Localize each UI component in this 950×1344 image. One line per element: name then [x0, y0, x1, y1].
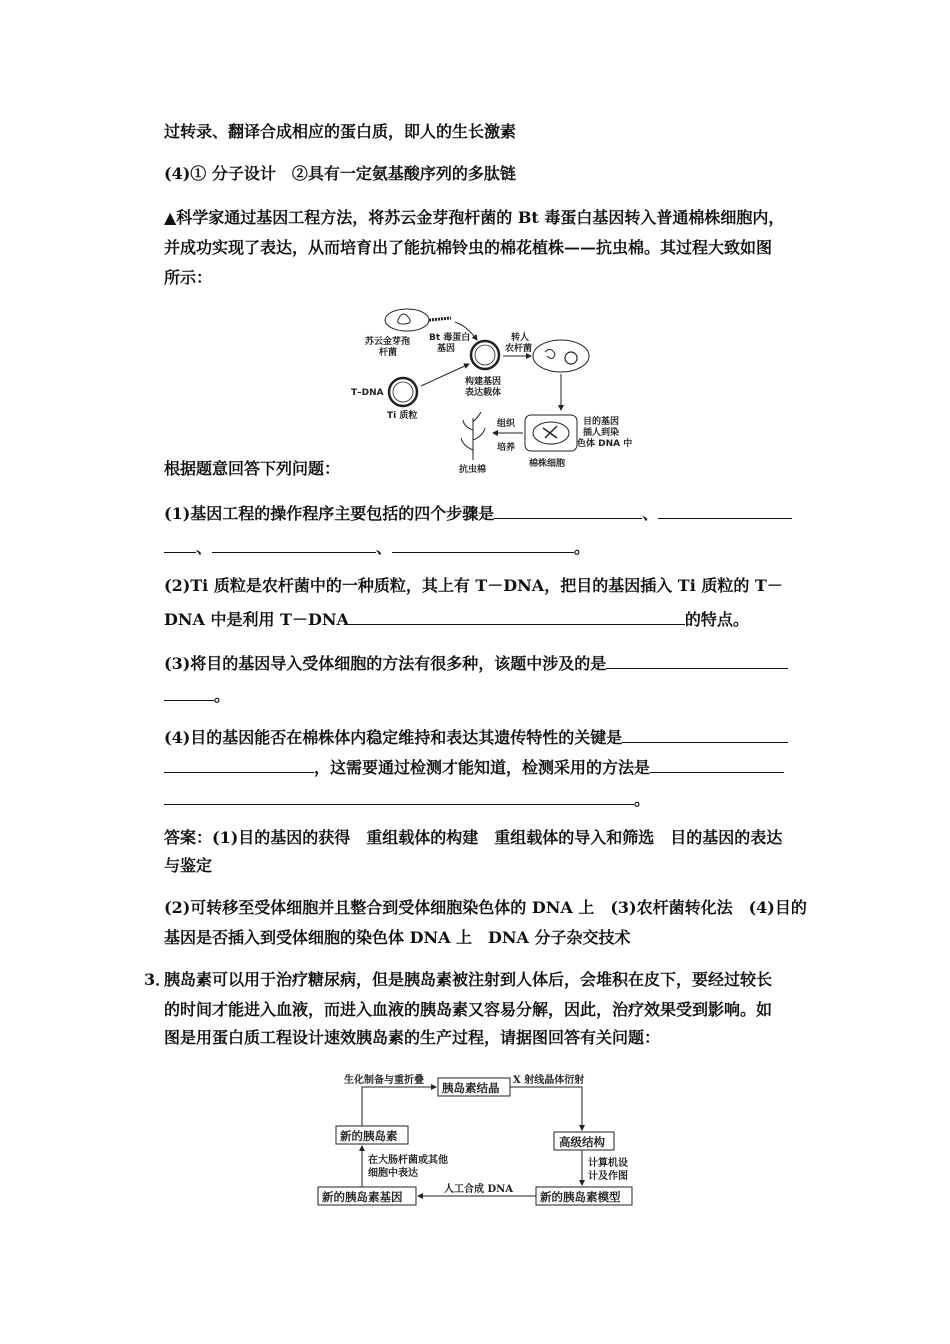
question-4-line-1 — [164, 724, 788, 748]
label-plant: 抗虫棉 — [459, 465, 487, 475]
label-culture: 组织 — [497, 419, 516, 429]
label-insert-2: 插人到染 — [583, 428, 620, 438]
question-2-line-2 — [164, 606, 749, 630]
question-3-intro: 的时间才能进入血液，而进入血液的胰岛素又容易分解，因此，治疗效果受到影响。如 — [164, 1000, 773, 1019]
label-tdna: T–DNA — [351, 388, 384, 398]
gene-fragment-icon — [429, 318, 451, 320]
question-prompt: 根据题意回答下列问题： — [164, 459, 341, 478]
label-cell: 棉株细胞 — [529, 459, 566, 469]
answer-blank[interactable] — [392, 534, 574, 553]
answer-blank[interactable] — [622, 724, 788, 743]
question-intro-line: 所示： — [164, 268, 213, 287]
transgenic-cotton-diagram — [345, 300, 645, 475]
label-bacterium-2: 杆菌 — [379, 348, 398, 358]
question-intro-line: 并成功实现了表达，从而培育出了能抗棉铃虫的棉花植株——抗虫棉。其过程大致如图 — [164, 238, 773, 257]
answer-line-3: (2)可转移至受体细胞并且整合到受体细胞染色体的 DNA 上 (3)农杆菌转化法 (4)目的 — [164, 898, 807, 917]
question-3-intro: 胰岛素可以用于治疗糖尿病，但是胰岛素被注射到人体后，会堆积在皮下，要经过较长 — [164, 970, 773, 989]
blank-separator: 、 — [642, 504, 659, 523]
label-gene-2: 基因 — [437, 344, 456, 354]
question-3-line-1 — [164, 650, 788, 674]
label-structure: 高级结构 — [559, 1135, 605, 1149]
label-model: 新的胰岛素模型 — [540, 1190, 621, 1204]
question-2-text: DNA 中是利用 T－DNA — [164, 610, 349, 629]
label-gene: 新的胰岛素基因 — [322, 1190, 403, 1204]
label-insert-1: 目的基因 — [583, 417, 620, 427]
question-3-text: (3)将目的基因导入受体细胞的方法有很多种，该题中涉及的是 — [164, 654, 607, 673]
answer-line: (4)① 分子设计 ②具有一定氨基酸序列的多肽链 — [164, 164, 516, 183]
label-culture-2: 培养 — [497, 443, 516, 453]
answer-blank[interactable] — [164, 534, 196, 553]
question-intro-line: ▲科学家通过基因工程方法，将苏云金芽孢杆菌的 Bt 毒蛋白基因转入普通棉株细胞内， — [164, 208, 785, 227]
answer-blank[interactable] — [164, 786, 634, 805]
label-synth: 人工合成 DNA — [444, 1184, 514, 1195]
question-2-tail: 的特点。 — [684, 610, 749, 629]
answer-blank[interactable] — [164, 754, 314, 773]
label-crystal: 胰岛素结晶 — [442, 1081, 500, 1095]
answer-line-1: 答案：(1)目的基因的获得 重组载体的构建 重组载体的导入和筛选 目的基因的表达 — [164, 828, 783, 847]
label-transfer: 转人 — [511, 333, 530, 343]
end-mark: 。 — [634, 790, 651, 809]
bacterium-icon — [385, 309, 429, 331]
label-express-1: 在大肠杆菌或其他 — [368, 1155, 448, 1166]
question-1-line-2 — [164, 534, 590, 558]
question-3-intro: 图是用蛋白质工程设计速效胰岛素的生产过程，请据图回答有关问题： — [164, 1028, 661, 1047]
label-ti: Ti 质粒 — [387, 411, 418, 421]
cotton-plant-icon — [461, 412, 485, 460]
answer-blank[interactable] — [606, 650, 788, 669]
label-fold: 生化制备与重折叠 — [344, 1075, 424, 1086]
answer-blank[interactable] — [650, 754, 784, 773]
question-4-text-2: ，这需要通过检测才能知道，检测采用的方法是 — [314, 758, 651, 777]
insulin-flowchart — [310, 1066, 650, 1212]
agrobacterium-icon — [533, 340, 589, 372]
question-4-text: (4)目的基因能否在棉株体内稳定维持和表达其遗传特性的关键是 — [164, 728, 623, 747]
label-xray: X 射线晶体衍射 — [513, 1075, 585, 1086]
label-vector: 构建基因 — [465, 377, 502, 387]
question-1-text: (1)基因工程的操作程序主要包括的四个步骤是 — [164, 504, 495, 523]
question-1-line-1 — [164, 500, 792, 524]
label-transfer-2: 农杆菌 — [505, 344, 533, 354]
answer-blank[interactable] — [349, 606, 685, 625]
text-line: 过转录、翻译合成相应的蛋白质，即人的生长激素 — [164, 122, 517, 141]
label-gene: Bt 毒蛋白 — [429, 333, 471, 343]
answer-blank[interactable] — [658, 500, 792, 519]
end-mark: 。 — [574, 538, 591, 557]
question-4-line-3 — [164, 786, 650, 810]
label-insert-3: 色体 DNA 中 — [577, 439, 633, 449]
end-mark: 。 — [214, 686, 231, 705]
label-express-2: 细胞中表达 — [368, 1168, 418, 1179]
question-3-line-2 — [164, 682, 230, 706]
blank-separator: 、 — [196, 538, 213, 557]
answer-blank[interactable] — [494, 500, 642, 519]
label-insulin: 新的胰岛素 — [340, 1129, 398, 1143]
question-2-line-1: (2)Ti 质粒是农杆菌中的一种质粒，其上有 T－DNA，把目的基因插入 Ti 质粒的 T－ — [164, 576, 783, 595]
answer-blank[interactable] — [164, 682, 214, 701]
label-computer-1: 计算机设 — [588, 1158, 628, 1169]
label-bacterium: 苏云金芽孢 — [365, 337, 411, 347]
label-vector-2: 表达载体 — [465, 388, 502, 398]
question-4-line-2 — [164, 754, 784, 778]
question-number: 3． — [144, 970, 172, 989]
answer-line-2: 与鉴定 — [164, 856, 213, 875]
answer-blank[interactable] — [212, 534, 376, 553]
answer-line-4: 基因是否插入到受体细胞的染色体 DNA 上 DNA 分子杂交技术 — [164, 928, 631, 947]
label-computer-2: 计及作图 — [588, 1171, 628, 1182]
blank-separator: 、 — [376, 538, 393, 557]
